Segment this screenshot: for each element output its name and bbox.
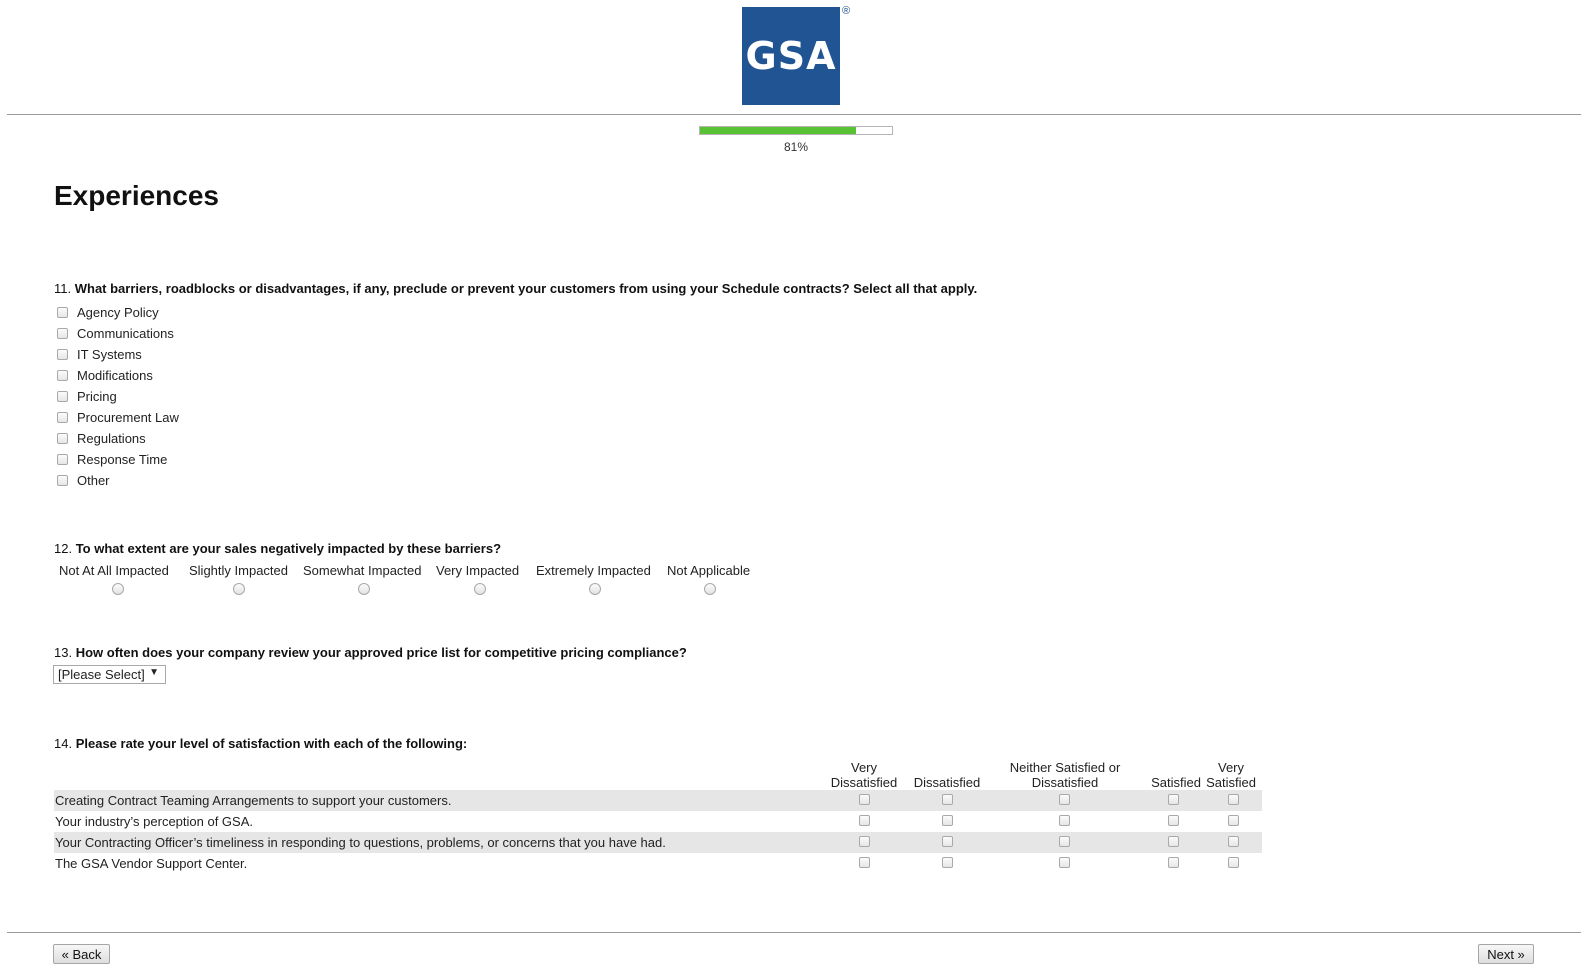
option-label: Response Time bbox=[77, 452, 168, 467]
radio-slightly-impacted[interactable] bbox=[233, 583, 245, 595]
review-frequency-select[interactable] bbox=[53, 665, 166, 684]
option-other[interactable] bbox=[57, 470, 179, 491]
column-header-line2: Dissatisfied bbox=[830, 775, 898, 790]
table-row bbox=[54, 811, 1262, 832]
checkbox-neutral[interactable] bbox=[1059, 857, 1070, 868]
question-14 bbox=[54, 736, 467, 751]
checkbox-satisfied[interactable] bbox=[1168, 794, 1179, 805]
question-13 bbox=[54, 645, 687, 660]
option-regulations[interactable] bbox=[57, 428, 179, 449]
option-label: Communications bbox=[77, 326, 174, 341]
option-pricing[interactable] bbox=[57, 386, 179, 407]
row-label: The GSA Vendor Support Center. bbox=[55, 856, 248, 871]
bottom-divider bbox=[7, 932, 1581, 933]
question-12 bbox=[54, 541, 501, 556]
radio-extremely-impacted[interactable] bbox=[589, 583, 601, 595]
checkbox-very-satisfied[interactable] bbox=[1228, 815, 1239, 826]
checkbox[interactable] bbox=[57, 454, 68, 465]
table-row bbox=[54, 832, 1262, 853]
column-header-line1: Very bbox=[1217, 760, 1244, 775]
checkbox-very-dissatisfied[interactable] bbox=[859, 794, 870, 805]
row-label: Your industry’s perception of GSA. bbox=[55, 814, 254, 829]
question-12-text: To what extent are your sales negatively impacted by these barriers? bbox=[75, 541, 502, 556]
question-13-text: How often does your company review your approved price list for competitive pricing compliance? bbox=[75, 645, 687, 660]
option-label: IT Systems bbox=[77, 347, 142, 362]
checkbox[interactable] bbox=[57, 391, 68, 402]
progress-label: 81% bbox=[783, 140, 809, 154]
checkbox-neutral[interactable] bbox=[1059, 794, 1070, 805]
checkbox[interactable] bbox=[57, 370, 68, 381]
table-row bbox=[54, 853, 1262, 874]
option-agency-policy[interactable] bbox=[57, 302, 179, 323]
option-modifications[interactable] bbox=[57, 365, 179, 386]
question-11-options bbox=[57, 302, 179, 491]
checkbox-neutral[interactable] bbox=[1059, 815, 1070, 826]
option-response-time[interactable] bbox=[57, 449, 179, 470]
checkbox-very-satisfied[interactable] bbox=[1228, 794, 1239, 805]
checkbox-dissatisfied[interactable] bbox=[942, 815, 953, 826]
progress-bar bbox=[699, 126, 893, 135]
checkbox-dissatisfied[interactable] bbox=[942, 836, 953, 847]
radio-not-applicable[interactable] bbox=[704, 583, 716, 595]
radio-very-impacted[interactable] bbox=[474, 583, 486, 595]
select-value: [Please Select] bbox=[58, 667, 145, 682]
checkbox[interactable] bbox=[57, 475, 68, 486]
column-header-line2: Satisfied bbox=[1206, 775, 1256, 790]
scale-label-extremely: Extremely Impacted bbox=[536, 563, 651, 578]
column-header-very-satisfied bbox=[1200, 760, 1262, 790]
radio-not-at-all-impacted[interactable] bbox=[112, 583, 124, 595]
checkbox-very-dissatisfied[interactable] bbox=[859, 857, 870, 868]
scale-label-not-applicable: Not Applicable bbox=[667, 563, 751, 578]
scale-label-not-at-all: Not At All Impacted bbox=[59, 563, 169, 578]
logo-text: GSA bbox=[745, 34, 837, 78]
registered-mark: ® bbox=[842, 5, 851, 17]
gsa-logo bbox=[742, 7, 840, 105]
checkbox-very-dissatisfied[interactable] bbox=[859, 836, 870, 847]
option-label: Pricing bbox=[77, 389, 117, 404]
checkbox-very-dissatisfied[interactable] bbox=[859, 815, 870, 826]
column-header-dissatisfied bbox=[905, 760, 989, 790]
scale-label-slightly: Slightly Impacted bbox=[189, 563, 288, 578]
checkbox[interactable] bbox=[57, 307, 68, 318]
option-it-systems[interactable] bbox=[57, 344, 179, 365]
next-button[interactable]: Next » bbox=[1478, 944, 1534, 964]
row-label: Creating Contract Teaming Arrangements to support your customers. bbox=[55, 793, 452, 808]
checkbox-satisfied[interactable] bbox=[1168, 815, 1179, 826]
column-header-line2: Dissatisfied bbox=[913, 775, 981, 790]
column-header-neutral bbox=[1000, 760, 1130, 790]
checkbox[interactable] bbox=[57, 412, 68, 423]
checkbox[interactable] bbox=[57, 349, 68, 360]
back-button[interactable]: « Back bbox=[53, 944, 110, 964]
checkbox[interactable] bbox=[57, 433, 68, 444]
checkbox-dissatisfied[interactable] bbox=[942, 857, 953, 868]
option-procurement-law[interactable] bbox=[57, 407, 179, 428]
question-11 bbox=[54, 281, 977, 296]
question-13-number: 13. bbox=[54, 645, 73, 660]
question-11-text: What barriers, roadblocks or disadvantages, if any, preclude or prevent your customers from using your Schedule contracts? Select all that apply. bbox=[74, 281, 978, 296]
scale-label-somewhat: Somewhat Impacted bbox=[303, 563, 422, 578]
radio-somewhat-impacted[interactable] bbox=[358, 583, 370, 595]
column-header-very-dissatisfied bbox=[822, 760, 906, 790]
option-label: Modifications bbox=[77, 368, 153, 383]
question-14-text: Please rate your level of satisfaction with each of the following: bbox=[75, 736, 468, 751]
scale-label-very: Very Impacted bbox=[436, 563, 520, 578]
page-title: Experiences bbox=[54, 180, 219, 211]
checkbox-very-satisfied[interactable] bbox=[1228, 836, 1239, 847]
option-label: Other bbox=[77, 473, 110, 488]
column-header-line2: Dissatisfied bbox=[1031, 775, 1099, 790]
option-communications[interactable] bbox=[57, 323, 179, 344]
checkbox[interactable] bbox=[57, 328, 68, 339]
option-label: Procurement Law bbox=[77, 410, 179, 425]
row-label: Your Contracting Officer’s timeliness in responding to questions, problems, or concerns that you have had. bbox=[55, 835, 666, 850]
option-label: Regulations bbox=[77, 431, 146, 446]
top-divider bbox=[7, 114, 1581, 115]
option-label: Agency Policy bbox=[77, 305, 159, 320]
column-header-line1 bbox=[905, 760, 989, 775]
dropdown-arrow-icon: ▼ bbox=[149, 667, 159, 678]
question-12-number: 12. bbox=[54, 541, 73, 556]
checkbox-very-satisfied[interactable] bbox=[1228, 857, 1239, 868]
checkbox-neutral[interactable] bbox=[1059, 836, 1070, 847]
checkbox-satisfied[interactable] bbox=[1168, 836, 1179, 847]
question-14-number: 14. bbox=[54, 736, 73, 751]
progress-bar-fill bbox=[700, 127, 856, 134]
question-11-number: 11. bbox=[54, 281, 72, 296]
column-header-line1: Neither Satisfied or bbox=[1009, 760, 1121, 775]
table-row bbox=[54, 790, 1262, 811]
column-header-line1: Very bbox=[850, 760, 877, 775]
checkbox-satisfied[interactable] bbox=[1168, 857, 1179, 868]
column-header-line2: Satisfied bbox=[1151, 775, 1201, 790]
checkbox-dissatisfied[interactable] bbox=[942, 794, 953, 805]
